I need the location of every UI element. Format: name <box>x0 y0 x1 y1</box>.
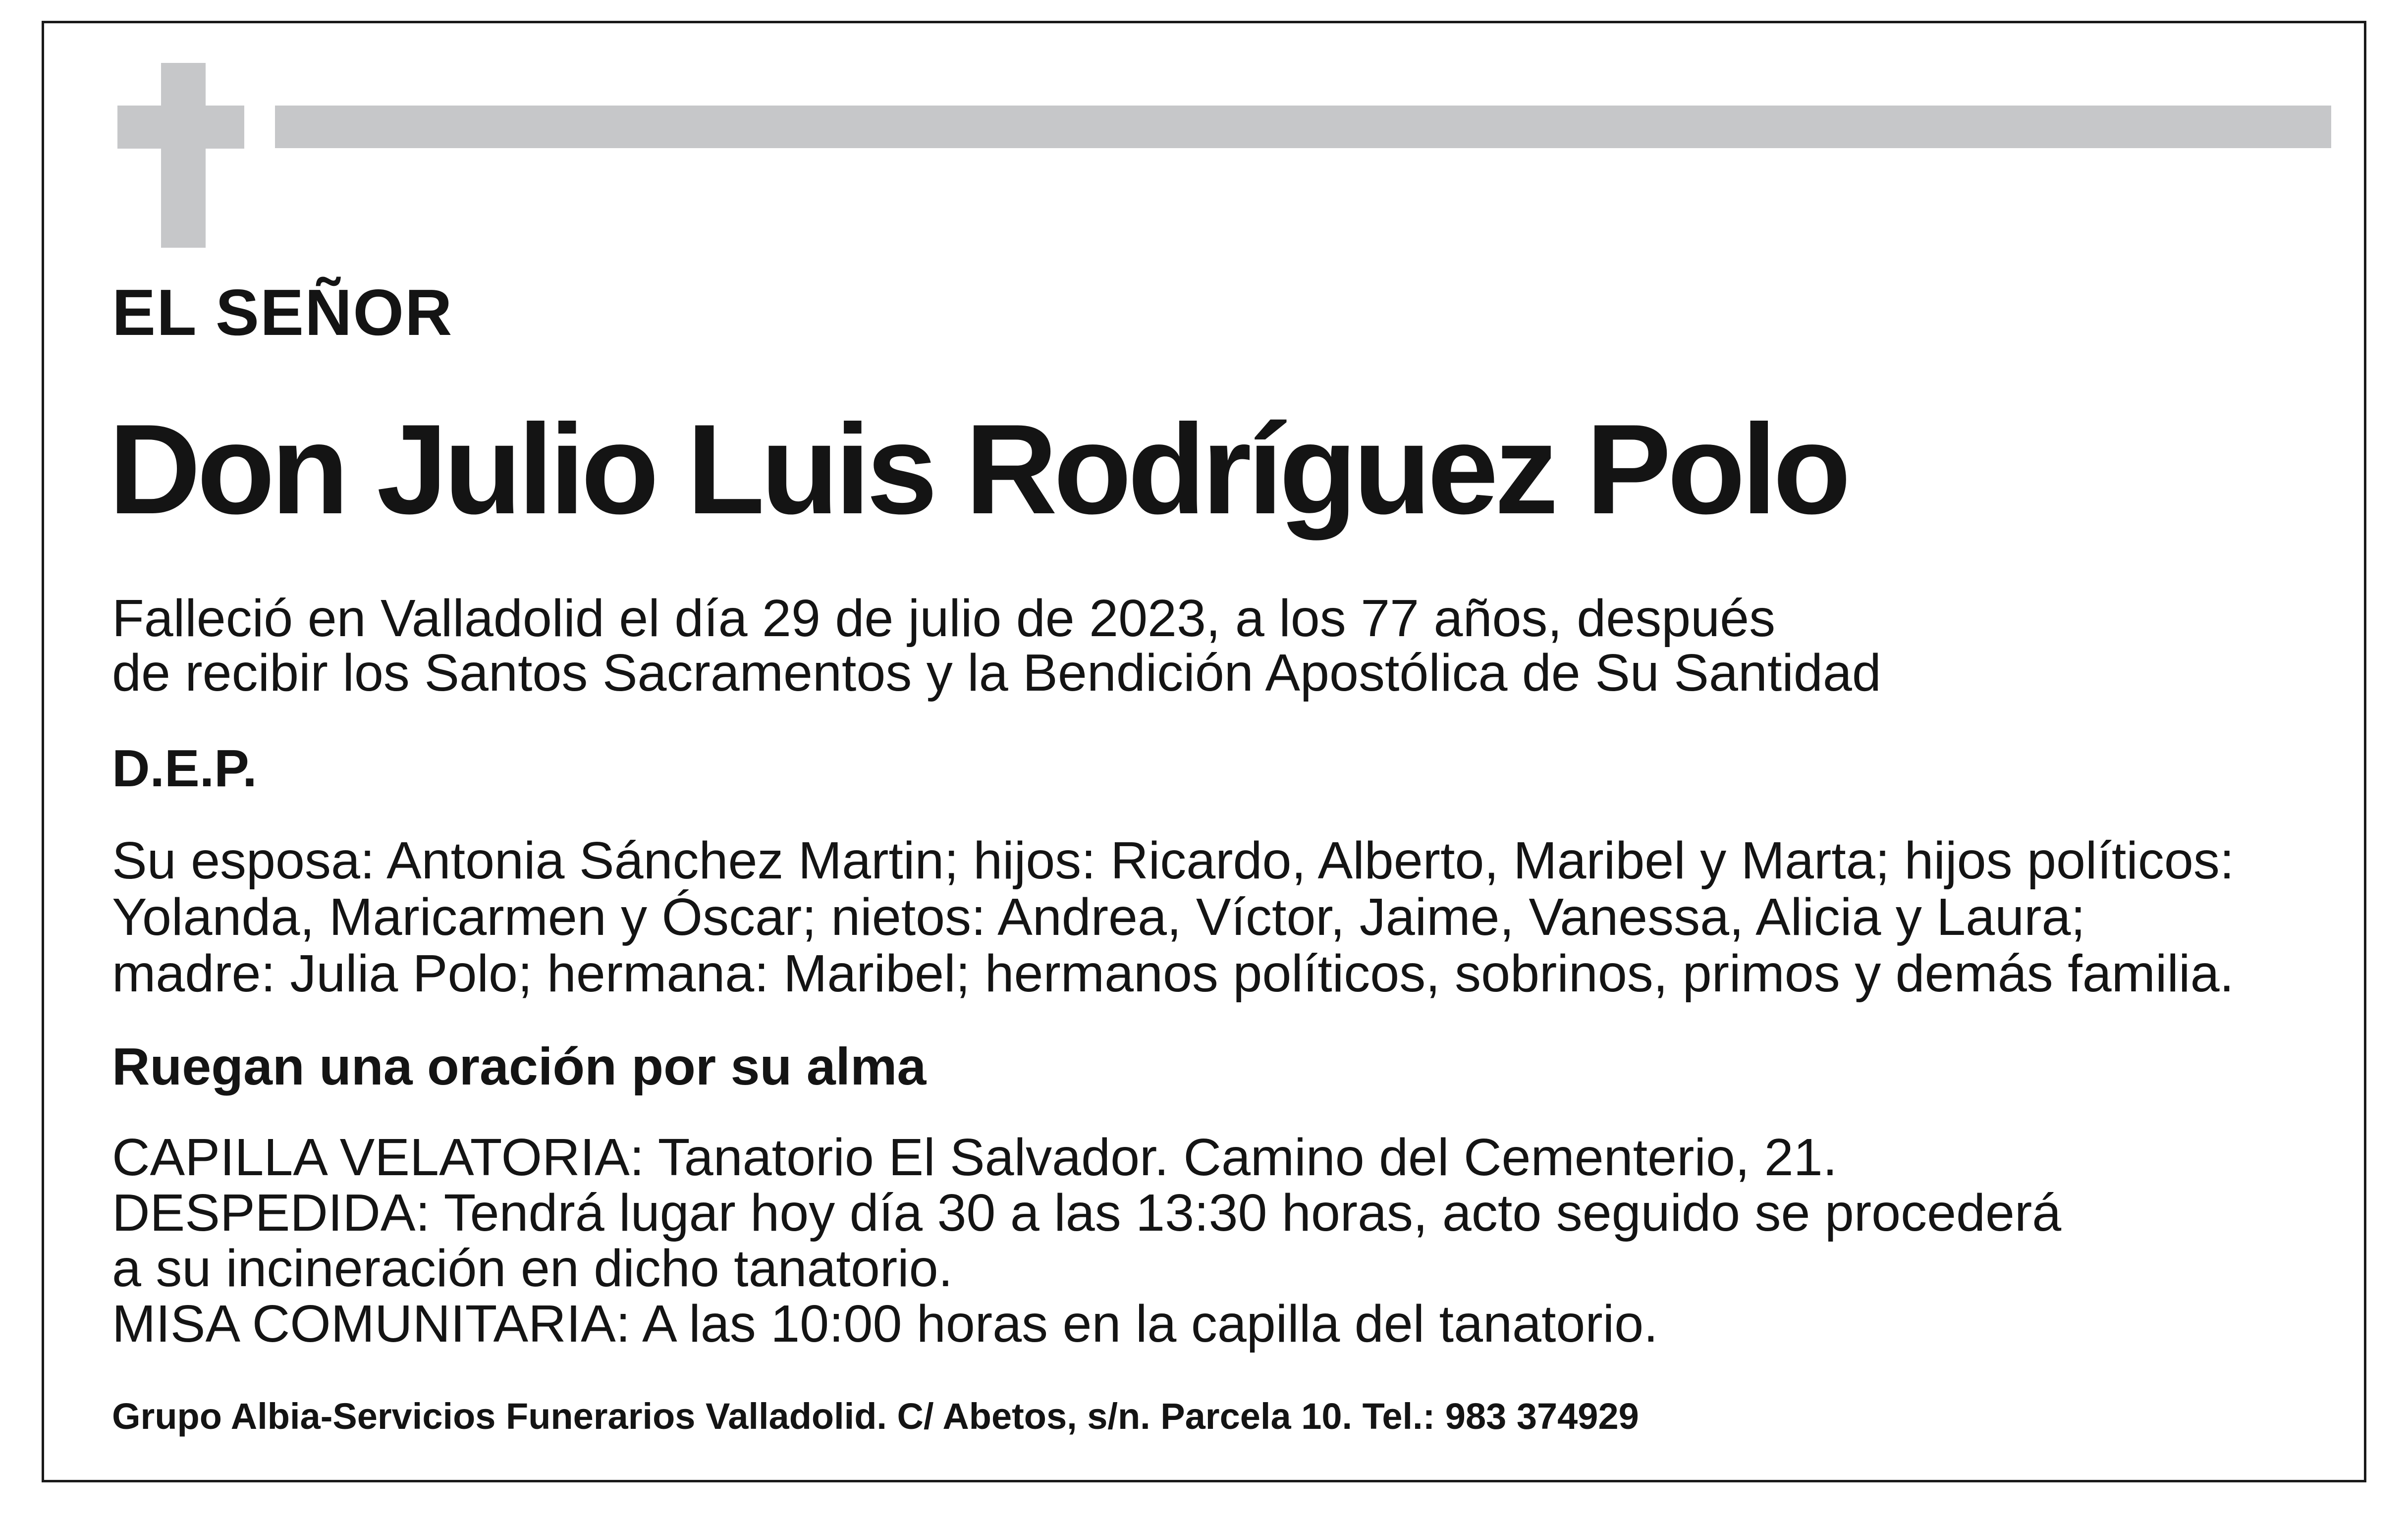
service-details <box>112 1130 2061 1352</box>
service-detail-line: MISA COMUNITARIA: A las 10:00 horas en la capilla del tanatorio. <box>112 1295 1658 1353</box>
service-detail-line: DESPEDIDA: Tendrá lugar hoy día 30 a las 13:30 horas, acto seguido se procederá <box>112 1184 2062 1242</box>
cross-vertical-bar <box>161 63 206 248</box>
rip-label: D.E.P. <box>112 739 257 798</box>
funeral-home-footer: Grupo Albia-Servicios Funerarios Valladolid. C/ Abetos, s/n. Parcela 10. Tel.: 983 374929 <box>112 1396 1639 1437</box>
family-line: madre: Julia Polo; hermana: Maribel; hermanos políticos, sobrinos, primos y demás familia. <box>112 944 2235 1003</box>
deceased-name: Don Julio Luis Rodríguez Polo <box>109 397 1847 541</box>
death-notice-paragraph <box>112 591 1881 700</box>
cross-horizontal-bar <box>117 106 244 149</box>
family-line: Yolanda, Maricarmen y Óscar; nietos: Andrea, Víctor, Jaime, Vanessa, Alicia y Laura; <box>112 888 2085 946</box>
death-notice-line: de recibir los Santos Sacramentos y la Bendición Apostólica de Su Santidad <box>112 644 1881 702</box>
service-detail-line: a su incineración en dicho tanatorio. <box>112 1239 953 1298</box>
death-notice-line: Falleció en Valladolid el día 29 de julio de 2023, a los 77 años, después <box>112 589 1776 648</box>
family-paragraph <box>112 832 2234 1002</box>
service-detail-line: CAPILLA VELATORIA: Tanatorio El Salvador. Camino del Cementerio, 21. <box>112 1128 1838 1187</box>
title-prefix: EL SEÑOR <box>112 276 453 349</box>
prayer-request: Ruegan una oración por su alma <box>112 1037 927 1096</box>
family-line: Su esposa: Antonia Sánchez Martin; hijos: Ricardo, Alberto, Maribel y Marta; hijos políticos: <box>112 831 2235 890</box>
header-rule <box>275 106 2331 148</box>
